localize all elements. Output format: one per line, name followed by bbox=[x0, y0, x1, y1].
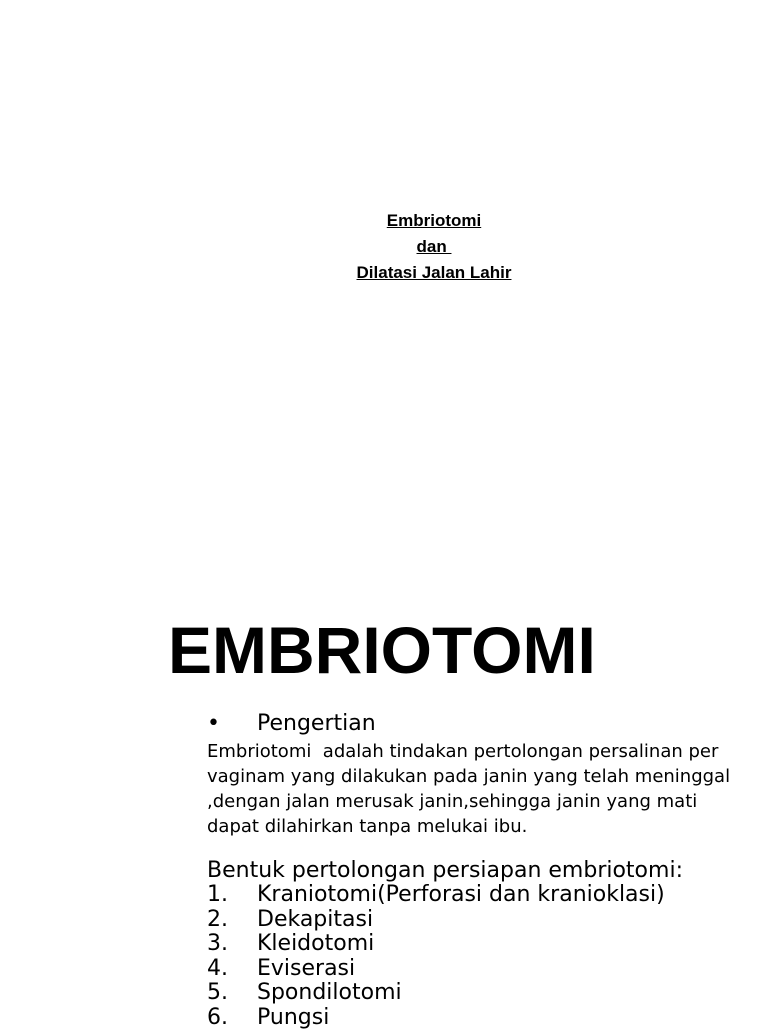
title-line-2: dan bbox=[0, 234, 768, 260]
bullet-item-pengertian bbox=[207, 710, 376, 738]
list-item-label: Kraniotomi(Perforasi dan kranioklasi) bbox=[257, 883, 665, 908]
list-item-number: 1. bbox=[207, 883, 257, 908]
list-item-number: 2. bbox=[207, 908, 257, 933]
list-item-label: Spondilotomi bbox=[257, 981, 402, 1006]
list-item-label: Dekapitasi bbox=[257, 908, 373, 933]
list-item-label: Eviserasi bbox=[257, 957, 355, 982]
title-line-1: Embriotomi bbox=[0, 208, 768, 234]
list-item bbox=[207, 883, 665, 908]
list-item-number: 6. bbox=[207, 1006, 257, 1030]
list-item bbox=[207, 957, 665, 982]
document-title bbox=[0, 208, 768, 286]
title-line-3: Dilatasi Jalan Lahir bbox=[0, 260, 768, 286]
list-item-number: 5. bbox=[207, 981, 257, 1006]
list-item bbox=[207, 932, 665, 957]
forms-title: Bentuk pertolongan persiapan embriotomi: bbox=[207, 858, 683, 883]
list-item-number: 4. bbox=[207, 957, 257, 982]
section-heading: EMBRIOTOMI bbox=[168, 612, 596, 688]
bullet-symbol: • bbox=[207, 710, 257, 738]
list-item bbox=[207, 981, 665, 1006]
list-item bbox=[207, 908, 665, 933]
list-item-number: 3. bbox=[207, 932, 257, 957]
definition-paragraph: Embriotomi adalah tindakan pertolongan persalinan per vaginam yang dilakukan pada janin yang telah meninggal ,dengan jalan merusak janin,sehingga janin yang mati dapat dilahirkan tanpa melukai ibu. bbox=[207, 739, 747, 839]
list-item bbox=[207, 1006, 665, 1030]
bullet-label: Pengertian bbox=[257, 710, 376, 738]
list-item-label: Kleidotomi bbox=[257, 932, 374, 957]
list-item-label: Pungsi bbox=[257, 1006, 329, 1030]
forms-list bbox=[207, 883, 665, 1030]
